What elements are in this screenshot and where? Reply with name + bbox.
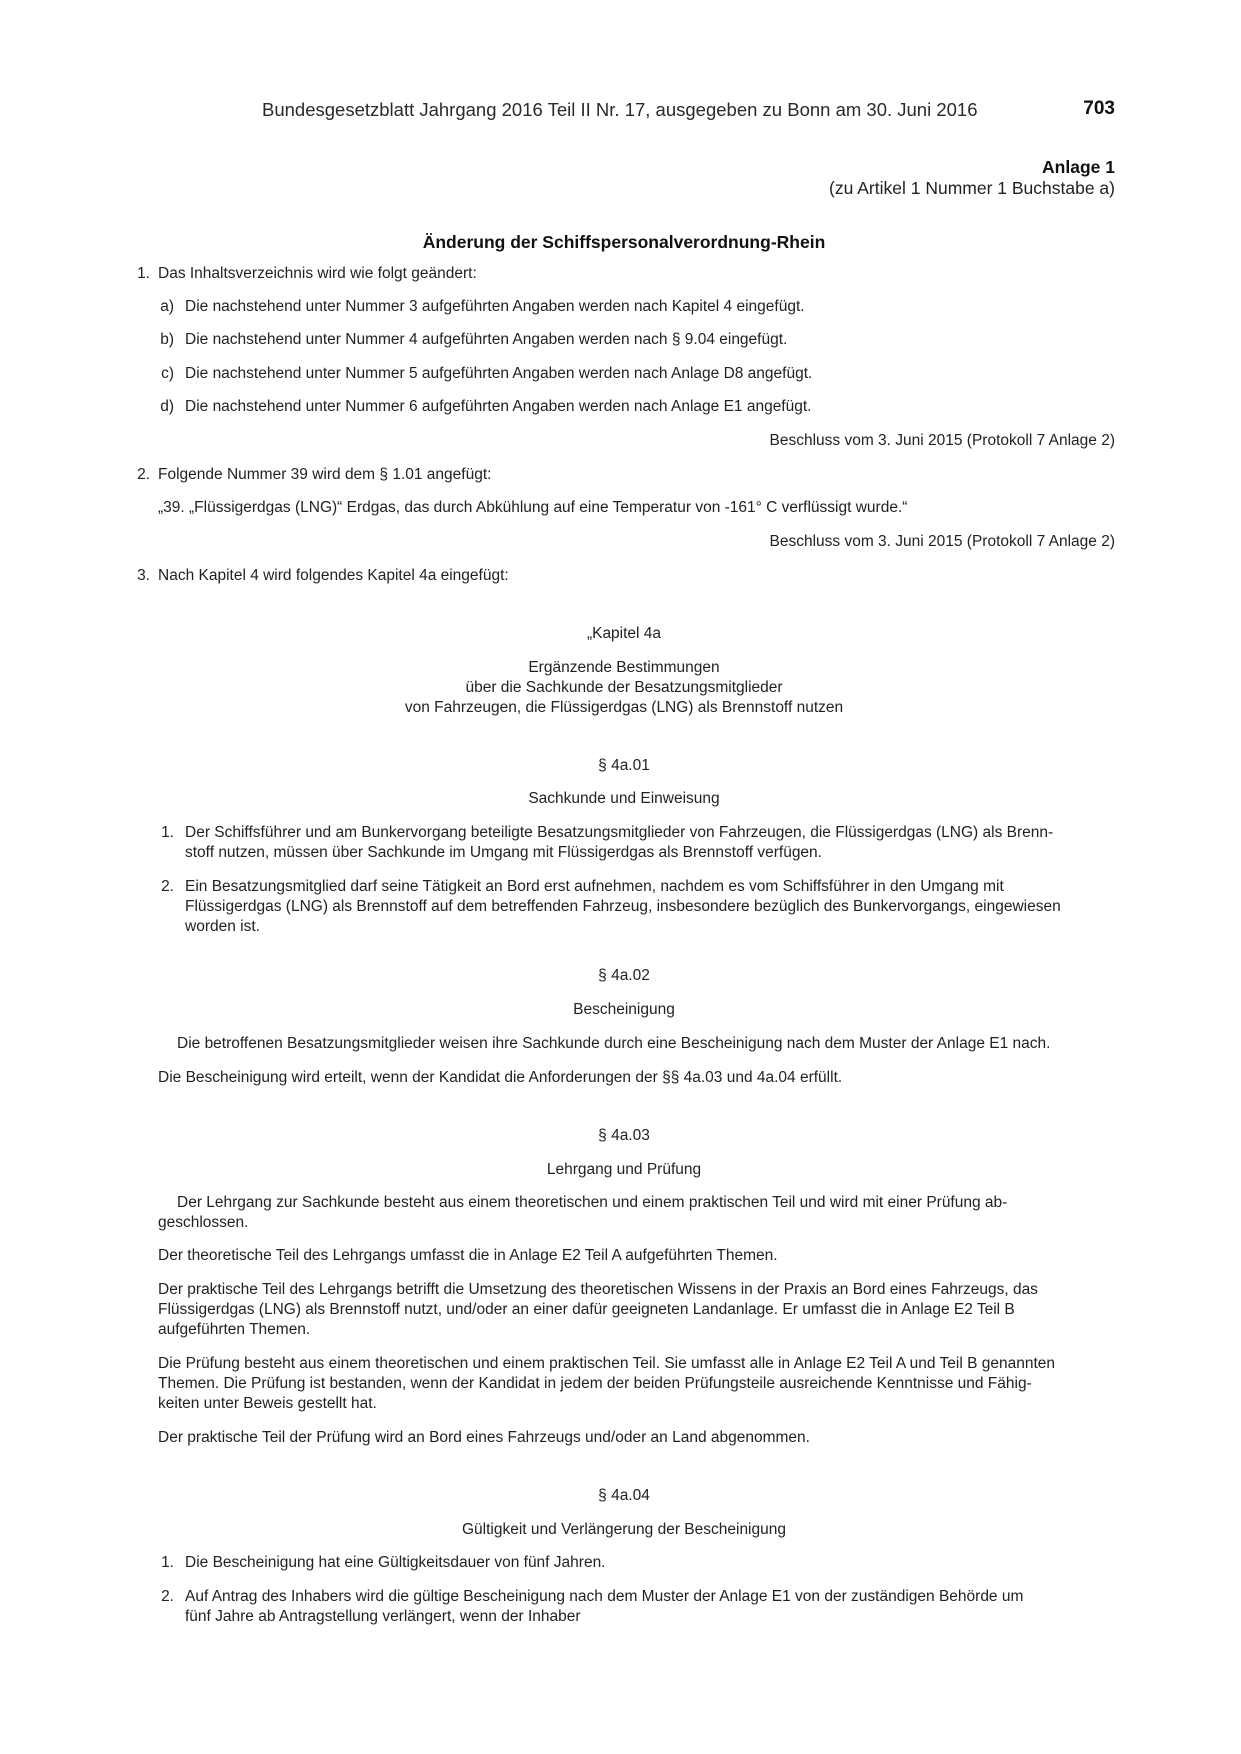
annex-label: Anlage 1 (1042, 157, 1115, 177)
page-number: 703 (1083, 98, 1115, 119)
section-item-number: 1. (161, 824, 174, 841)
section-title: Sachkunde und Einweisung (528, 790, 720, 807)
paragraph-line: Der Lehrgang zur Sachkunde besteht aus einem theoretischen und einem praktischen Teil und wird mit einer Prüfung ab- (177, 1194, 1008, 1211)
sub-item-letter: a) (160, 298, 174, 315)
definition-quote: „39. „Flüssigerdgas (LNG)“ Erdgas, das durch Abkühlung auf eine Temperatur von -161° C verflüssigt wurde.“ (158, 499, 908, 516)
section-item-line: fünf Jahre ab Antragstellung verlängert, wenn der Inhaber (185, 1608, 581, 1625)
paragraph-line: Der praktische Teil des Lehrgangs betrifft die Umsetzung des theoretischen Wissens in der Praxis an Bord eines Fahrzeugs, das (158, 1281, 1038, 1298)
section-item-number: 2. (161, 1588, 174, 1605)
sub-item-letter: c) (161, 365, 174, 382)
paragraph: Der theoretische Teil des Lehrgangs umfasst die in Anlage E2 Teil A aufgeführten Themen. (158, 1247, 778, 1264)
section-title: Gültigkeit und Verlängerung der Bescheinigung (461, 1521, 786, 1538)
sub-item-text: Die nachstehend unter Nummer 6 aufgeführten Angaben werden nach Anlage E1 angefügt. (185, 398, 812, 415)
section-item-line: Flüssigerdgas (LNG) als Brennstoff auf dem betreffenden Fahrzeug, insbesondere bezüglich des Bunkervorgangs, eingewiesen (185, 898, 1061, 915)
paragraph-line: Themen. Die Prüfung ist bestanden, wenn der Kandidat in jedem der beiden Prüfungsteile ausreichende Kenntnisse und Fähig- (158, 1375, 1032, 1392)
section-item-line: worden ist. (185, 918, 260, 935)
paragraph-line: aufgeführten Themen. (158, 1321, 311, 1338)
item-text: Das Inhaltsverzeichnis wird wie folgt geändert: (158, 265, 477, 282)
section-item-number: 2. (161, 878, 174, 895)
paragraph: Die betroffenen Besatzungsmitglieder weisen ihre Sachkunde durch eine Bescheinigung nach dem Muster der Anlage E1 nach. (177, 1035, 1051, 1052)
section-item-line: Die Bescheinigung hat eine Gültigkeitsdauer von fünf Jahren. (185, 1554, 606, 1571)
sub-item-text: Die nachstehend unter Nummer 4 aufgeführten Angaben werden nach § 9.04 eingefügt. (185, 331, 788, 348)
item-number: 1. (137, 265, 150, 282)
decision-note: Beschluss vom 3. Juni 2015 (Protokoll 7 Anlage 2) (769, 533, 1115, 550)
chapter-title-line: über die Sachkunde der Besatzungsmitglieder (465, 679, 783, 696)
section-item-line: Der Schiffsführer und am Bunkervorgang beteiligte Besatzungsmitglieder von Fahrzeugen, die Flüssigerdgas (LNG) als Brenn- (185, 824, 1054, 841)
section-item-number: 1. (161, 1554, 174, 1571)
section-title: Lehrgang und Prüfung (546, 1161, 702, 1178)
decision-note: Beschluss vom 3. Juni 2015 (Protokoll 7 Anlage 2) (769, 432, 1115, 449)
chapter-title-line: Ergänzende Bestimmungen (528, 659, 720, 676)
item-text: Nach Kapitel 4 wird folgendes Kapitel 4a eingefügt: (158, 567, 509, 584)
section-number: § 4a.02 (598, 967, 650, 984)
section-item-line: stoff nutzen, müssen über Sachkunde im Umgang mit Flüssigerdgas als Brennstoff verfügen. (185, 844, 822, 861)
chapter-heading: „Kapitel 4a (586, 625, 662, 642)
paragraph: Der praktische Teil der Prüfung wird an Bord eines Fahrzeugs und/oder an Land abgenommen. (158, 1429, 810, 1446)
section-item-line: Auf Antrag des Inhabers wird die gültige Bescheinigung nach dem Muster der Anlage E1 von der zuständigen Behörde um (185, 1588, 1024, 1605)
section-title: Bescheinigung (573, 1001, 675, 1018)
sub-item-letter: d) (160, 398, 174, 415)
item-text: Folgende Nummer 39 wird dem § 1.01 angefügt: (158, 466, 492, 483)
item-number: 3. (137, 567, 150, 584)
section-number: § 4a.01 (598, 757, 650, 774)
chapter-title-line: von Fahrzeugen, die Flüssigerdgas (LNG) als Brennstoff nutzen (404, 699, 844, 716)
paragraph: Die Bescheinigung wird erteilt, wenn der Kandidat die Anforderungen der §§ 4a.03 und 4a.04 erfüllt. (158, 1069, 843, 1086)
document-title: Änderung der Schiffspersonalverordnung-Rhein (422, 232, 826, 252)
sub-item-text: Die nachstehend unter Nummer 5 aufgeführten Angaben werden nach Anlage D8 angefügt. (185, 365, 813, 382)
section-number: § 4a.03 (598, 1127, 650, 1144)
running-header: Bundesgesetzblatt Jahrgang 2016 Teil II Nr. 17, ausgegeben zu Bonn am 30. Juni 2016 (262, 99, 978, 120)
sub-item-letter: b) (160, 331, 174, 348)
paragraph-line: geschlossen. (158, 1214, 249, 1231)
item-number: 2. (137, 466, 150, 483)
sub-item-text: Die nachstehend unter Nummer 3 aufgeführten Angaben werden nach Kapitel 4 eingefügt. (185, 298, 805, 315)
section-number: § 4a.04 (598, 1487, 650, 1504)
paragraph-line: Die Prüfung besteht aus einem theoretischen und einem praktischen Teil. Sie umfasst alle in Anlage E2 Teil A und Teil B genannten (158, 1355, 1055, 1372)
annex-reference: (zu Artikel 1 Nummer 1 Buchstabe a) (829, 178, 1115, 198)
section-item-line: Ein Besatzungsmitglied darf seine Tätigkeit an Bord erst aufnehmen, nachdem es vom Schiffsführer in den Umgang mit (185, 878, 1004, 895)
paragraph-line: keiten unter Beweis gestellt hat. (158, 1395, 377, 1412)
paragraph-line: Flüssigerdgas (LNG) als Brennstoff nutzt, und/oder an einer dafür geeigneten Landanlage. Er umfasst die in Anlage E2 Teil B (158, 1301, 1015, 1318)
